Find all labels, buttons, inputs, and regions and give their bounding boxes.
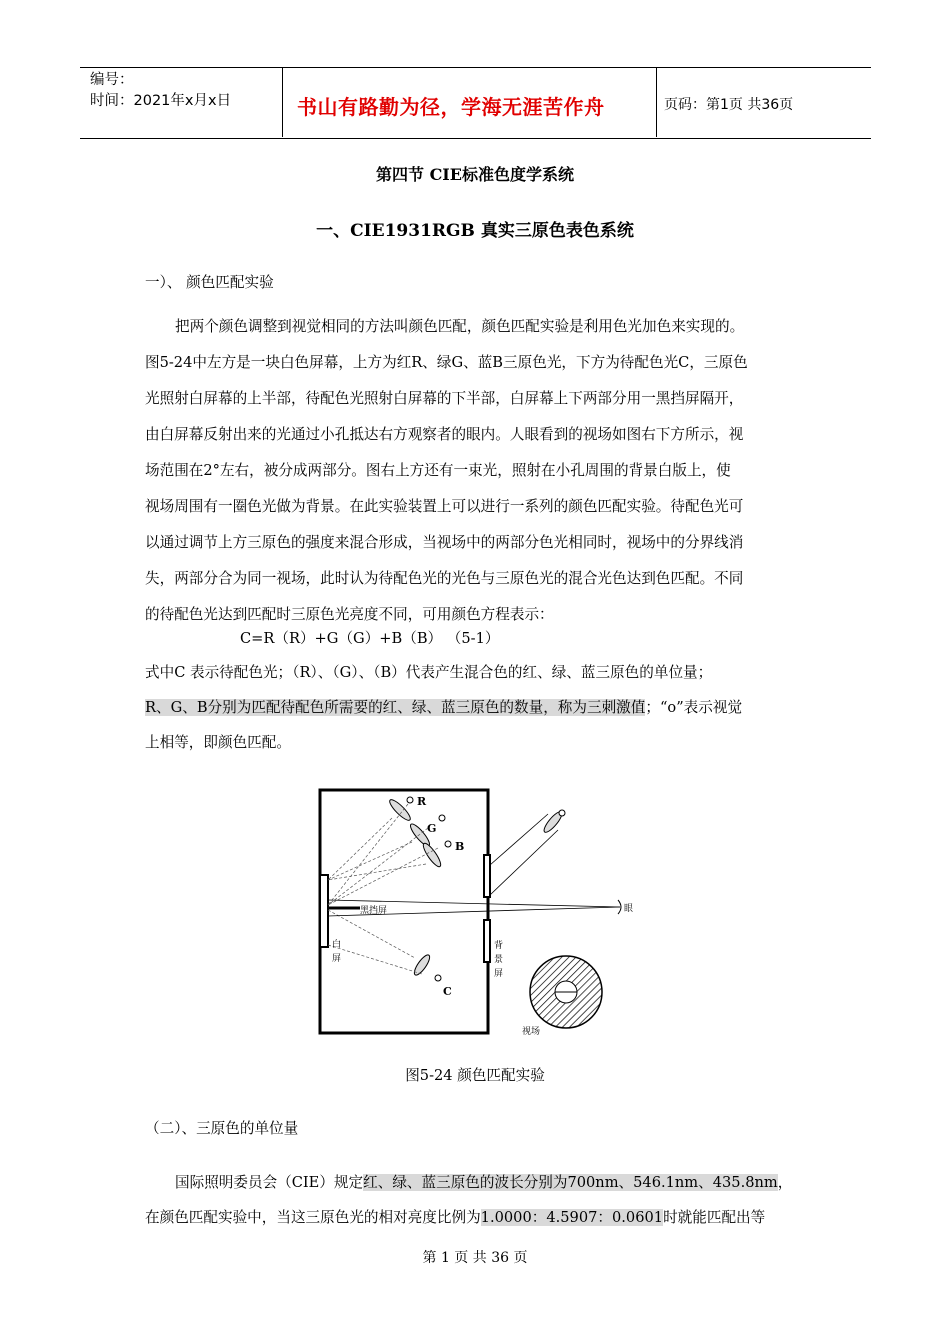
paragraph-2-line-1: 式中C 表示待配色光；（R）、（G）、（B）代表产生混合色的红、绿、蓝三原色的单位量； bbox=[145, 664, 713, 681]
background-screen-lower bbox=[484, 920, 490, 962]
c-beams bbox=[328, 910, 422, 974]
label-c: C bbox=[443, 985, 452, 998]
paragraph-2-line-3: 上相等，即颜色匹配。 bbox=[145, 734, 291, 751]
label-bg-3: 屏 bbox=[494, 969, 504, 979]
paragraph-line: 场范围在2°左右，被分成两部分。图右上方还有一束光，照射在小孔周围的背景白版上，使 bbox=[145, 462, 731, 479]
header-date-label: 时间：2021年x月x日 bbox=[90, 93, 232, 109]
label-field: 视场 bbox=[522, 1027, 541, 1037]
paragraph-line: 的待配色光达到匹配时三原色光亮度不同，可用颜色方程表示： bbox=[145, 606, 554, 623]
paragraph-line: 以通过调节上方三原色的强度来混合形成，当视场中的两部分色光相同时，视场中的分界线消 bbox=[145, 534, 744, 551]
rgb-beams bbox=[328, 804, 438, 905]
paragraph-2-line-2 bbox=[145, 696, 742, 717]
background-beam-a bbox=[490, 814, 548, 865]
paragraph-3-line-2 bbox=[145, 1206, 765, 1227]
header-page-info: 页码：第1页 共36页 bbox=[664, 97, 794, 113]
background-screen-upper bbox=[484, 855, 490, 897]
label-b: B bbox=[455, 840, 465, 853]
paragraph-3-text-d: 时就能匹配出等 bbox=[663, 1209, 766, 1226]
source-background bbox=[559, 810, 565, 816]
background-beam-b bbox=[490, 830, 558, 895]
page-footer: 第 1 页 共 36 页 bbox=[422, 1250, 528, 1266]
paragraph-line: 由白屏幕反射出来的光通过小孔抵达右方观察者的眼内。人眼看到的视场如图右下方所示，视 bbox=[145, 426, 744, 443]
paragraph-3-text-c: 在颜色匹配实验中，当这三原色光的相对亮度比例为 bbox=[145, 1209, 481, 1226]
source-g bbox=[439, 815, 445, 821]
source-r bbox=[407, 797, 413, 803]
heading-color-matching: 一）、 颜色匹配实验 bbox=[145, 274, 274, 291]
label-r: R bbox=[417, 795, 427, 808]
equation-5-1: C=R（R）+G（G）+B（B） （5-1） bbox=[240, 630, 500, 647]
highlight-luminance-ratio: 1.0000：4.5907：0.0601 bbox=[480, 1209, 664, 1226]
paragraph-3-text-a: 国际照明委员会（CIE）规定 bbox=[175, 1174, 364, 1191]
paragraph-line: 失，两部分合为同一视场，此时认为待配色光的光色与三原色光的混合光色达到色匹配。不同 bbox=[145, 570, 744, 587]
paragraph-line: 光照射白屏幕的上半部，待配色光照射白屏幕的下半部，白屏幕上下两部分用一黑挡屏隔开， bbox=[145, 390, 744, 407]
paragraph-3-line-1 bbox=[175, 1171, 792, 1192]
highlight-tristimulus: R、G、B分别为匹配待配色所需要的红、绿、蓝三原色的数量，称为三刺激值 bbox=[145, 699, 646, 716]
heading-unit-amount: （二）、三原色的单位量 bbox=[145, 1120, 299, 1137]
lens-c bbox=[412, 953, 432, 977]
header-number-label: 编号： bbox=[90, 72, 134, 88]
paragraph-3-text-b: ， bbox=[777, 1174, 793, 1191]
highlight-wavelengths: 红、绿、蓝三原色的波长分别为700nm、546.1nm、435.8nm bbox=[363, 1174, 778, 1191]
figure-caption: 图5-24 颜色匹配实验 bbox=[405, 1067, 545, 1084]
header-divider-right bbox=[656, 67, 657, 137]
label-hole: 黑挡屏 bbox=[360, 906, 388, 916]
paragraph-line: 视场周围有一圈色光做为背景。在此实验装置上可以进行一系列的颜色匹配实验。待配色光可 bbox=[145, 498, 744, 515]
color-matching-figure bbox=[300, 780, 640, 1050]
section-title: 第四节 CIE标准色度学系统 bbox=[376, 165, 574, 184]
header-motto: 书山有路勤为径，学海无涯苦作舟 bbox=[297, 95, 605, 119]
subsection-title: 一、CIE1931RGB 真实三原色表色系统 bbox=[316, 221, 634, 241]
paragraph-line: 图5-24中左方是一块白色屏幕，上方为红R、绿G、蓝B三原色光，下方为待配色光C，三原色 bbox=[145, 354, 748, 371]
paragraph-line: 把两个颜色调整到视觉相同的方法叫颜色匹配，颜色匹配实验是利用色光加色来实现的。 bbox=[175, 318, 745, 335]
paragraph-2-line-2-rest: ；“o”表示视觉 bbox=[645, 699, 743, 716]
header-divider-left bbox=[282, 67, 283, 137]
label-bg-2: 景 bbox=[494, 955, 504, 965]
source-b bbox=[445, 841, 451, 847]
source-c bbox=[435, 975, 441, 981]
label-eye: 眼 bbox=[624, 904, 634, 914]
label-bg-1: 背 bbox=[494, 941, 504, 951]
label-white-2: 屏 bbox=[332, 954, 342, 964]
label-g: G bbox=[427, 822, 437, 835]
label-white-1: 白 bbox=[332, 940, 342, 950]
white-screen bbox=[320, 875, 328, 947]
